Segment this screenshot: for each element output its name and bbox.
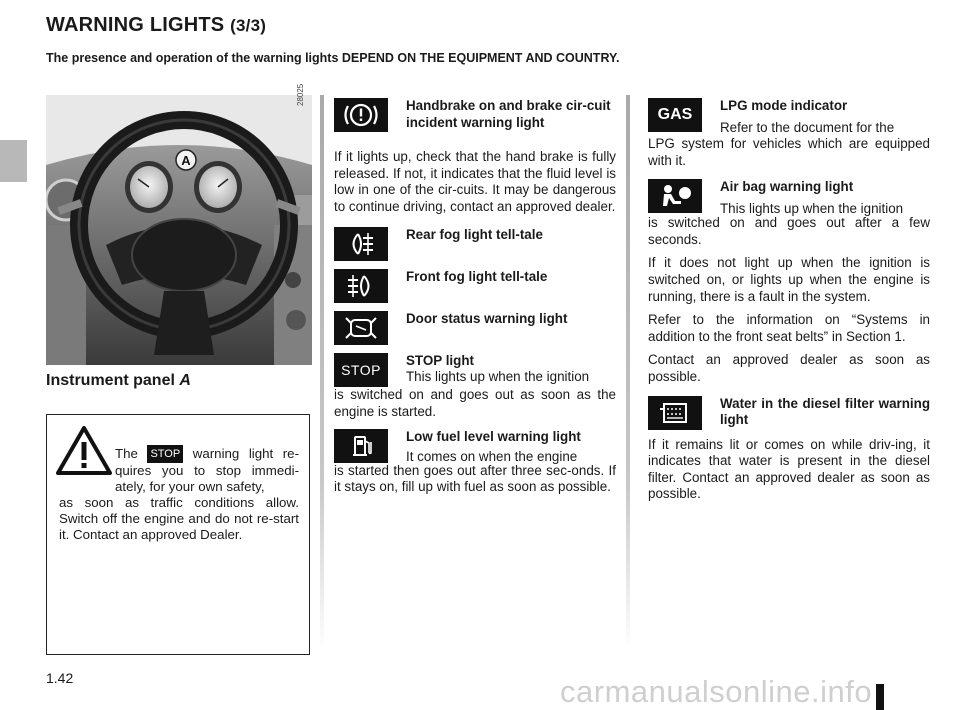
steering-wheel-illustration	[46, 95, 312, 365]
footer-marker	[876, 684, 884, 710]
figure-caption: Instrument panel A	[46, 372, 191, 389]
warning-box	[46, 414, 310, 655]
water-filter-item: Water in the diesel filter warning light	[648, 396, 930, 432]
dashboard-photo	[46, 95, 312, 365]
front-fog-light-icon	[334, 269, 388, 303]
handbrake-item: Handbrake on and brake cir-cuit incident warning light	[334, 98, 616, 146]
stop-body: is switched on and goes out as soon as the engine is started.	[334, 387, 616, 419]
brake-warning-icon	[334, 98, 388, 132]
airbag-body-3: Refer to the information on “Systems in addition to the front seat belts” in Section 1.	[648, 312, 930, 344]
column-divider	[320, 95, 324, 650]
door-open-icon	[334, 311, 388, 345]
warning-text: The STOP warning light re-quires you to stop immedi-ately, for your own safety, as soon as traffic conditions allow. Switch off the engine and do not re-start it. Contact an approved Dealer.	[59, 446, 299, 542]
figure-code: 28025	[296, 83, 305, 106]
rear-fog-light-icon	[334, 227, 388, 261]
lpg-body: LPG system for vehicles which are equipped with it.	[648, 136, 930, 168]
stop-inline-icon: STOP	[147, 445, 183, 463]
lpg-item: GAS LPG mode indicator Refer to the document for the	[648, 98, 930, 136]
watermark: carmanualsonline.info	[560, 674, 873, 709]
page-number: 1.42	[46, 670, 74, 686]
airbag-body-4: Contact an approved dealer as soon as possible.	[648, 352, 930, 384]
page-subtitle: The presence and operation of the warning lights DEPEND ON THE EQUIPMENT AND COUNTRY.	[46, 51, 620, 65]
column-right	[648, 92, 930, 503]
figure-caption-ref: A	[179, 372, 191, 389]
door-item: Door status warning light	[334, 311, 616, 345]
column-middle	[334, 92, 616, 496]
airbag-warning-icon	[648, 179, 702, 213]
airbag-body: is switched on and goes out after a few seconds.	[648, 215, 930, 247]
title-part: (3/3)	[230, 16, 267, 35]
column-divider	[626, 95, 630, 650]
page-title: WARNING LIGHTS (3/3)	[46, 14, 267, 36]
handbrake-body: If it lights up, check that the hand brake is fully released. If not, it indicates that the fluid level is low in one of the cir-cuits. It may be dangerous to continue driving, contact an approved dealer.	[334, 149, 616, 214]
front-fog-item: Front fog light tell-tale	[334, 269, 616, 303]
low-fuel-body: is started then goes out after three sec-onds. If it stays on, fill up with fuel as soon as possible.	[334, 462, 616, 495]
airbag-item: Air bag warning light This lights up when the ignition	[648, 179, 930, 215]
stop-item: STOP STOP light This lights up when the ignition	[334, 353, 616, 387]
water-in-filter-icon	[648, 396, 702, 430]
fuel-pump-icon	[334, 429, 388, 463]
water-filter-body: If it remains lit or comes on while driv-ing, it indicates that water is present in the diesel filter. Contact an approved dealer as soon as possible.	[648, 436, 930, 502]
low-fuel-item: Low fuel level warning light It comes on when the engine	[334, 429, 616, 463]
callout-a: A	[181, 153, 191, 168]
section-tab	[0, 140, 27, 182]
lpg-gas-icon: GAS	[648, 98, 702, 132]
stop-light-icon: STOP	[334, 353, 388, 387]
airbag-body-2: If it does not light up when the ignition is switched on, or lights up when the engine is running, there is a fault in the system.	[648, 255, 930, 304]
rear-fog-item: Rear fog light tell-tale	[334, 227, 616, 261]
